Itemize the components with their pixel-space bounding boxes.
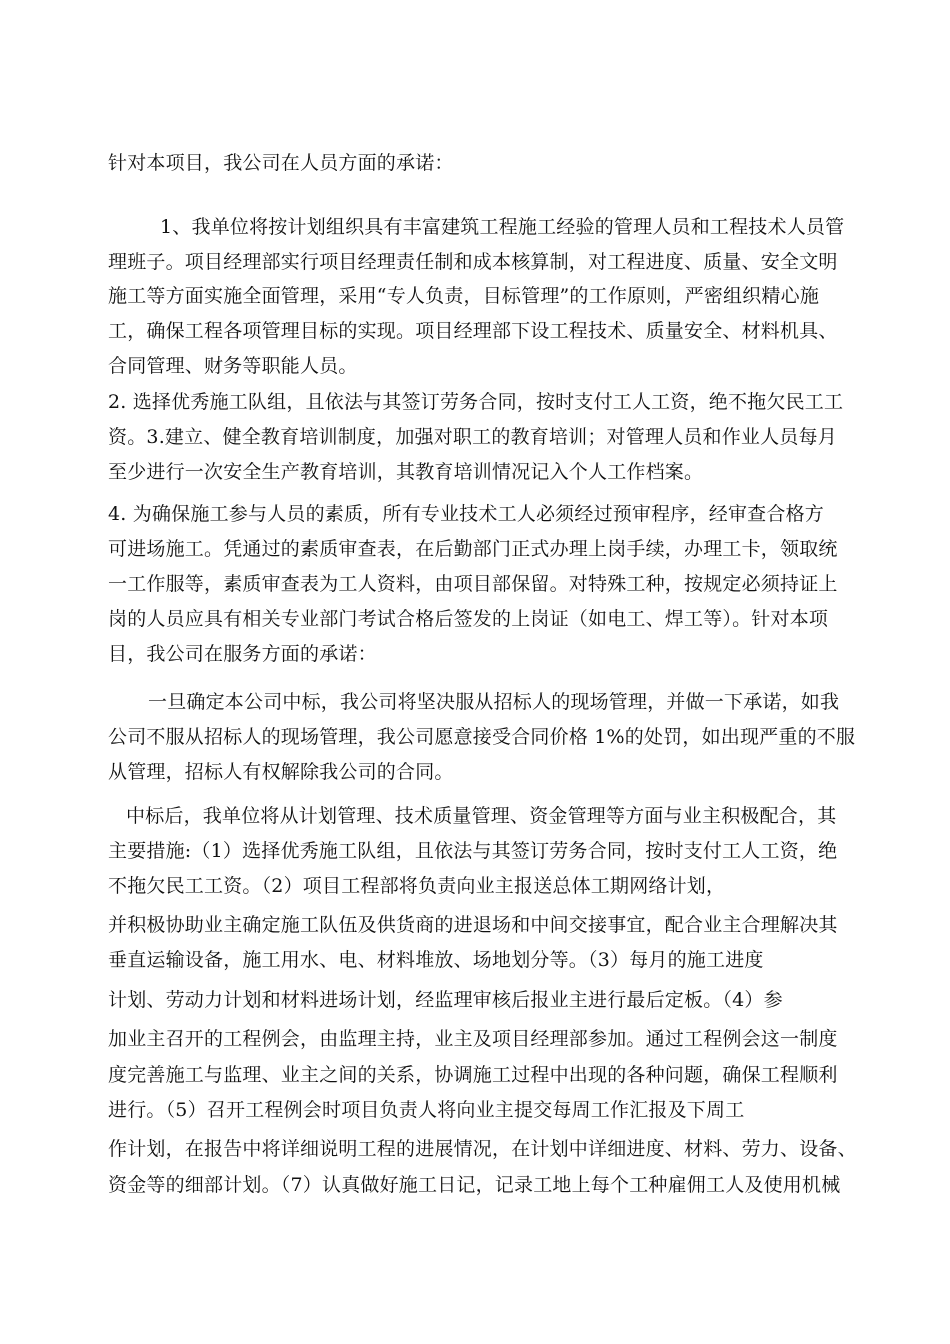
- text-line: 1、我单位将按计划组织具有丰富建筑工程施工经验的管理人员和工程技术人员管: [160, 216, 845, 238]
- text-line: 资金等的细部计划。（7）认真做好施工日记，记录工地上每个工种雇佣工人及使用机械: [108, 1174, 841, 1196]
- text-line: 工，确保工程各项管理目标的实现。项目经理部下设工程技术、质量安全、材料机具、: [108, 320, 838, 342]
- text-line: 可进场施工。凭通过的素质审查表，在后勤部门正式办理上岗手续，办理工卡，领取统: [108, 538, 838, 560]
- text-line: 一工作服等，素质审查表为工人资料，由项目部保留。对特殊工种，按规定必须持证上: [108, 573, 838, 595]
- text-line: 进行。（5）召开工程例会时项目负责人将向业主提交每周工作汇报及下周工: [108, 1099, 745, 1121]
- text-line: 理班子。项目经理部实行项目经理责任制和成本核算制，对工程进度、质量、安全文明: [108, 251, 838, 273]
- text-line: 合同管理、财务等职能人员。: [108, 355, 358, 377]
- text-line: 度完善施工与监理、业主之间的关系，协调施工过程中出现的各种问题，确保工程顺利: [108, 1064, 838, 1086]
- text-line: 一旦确定本公司中标，我公司将坚决服从招标人的现场管理，并做一下承诺，如我: [148, 691, 840, 713]
- text-line: 并积极协助业主确定施工队伍及供货商的进退场和中间交接事宜，配合业主合理解决其: [108, 914, 838, 936]
- text-line: 主要措施:（1）选择优秀施工队组，且依法与其签订劳务合同，按时支付工人工资，绝: [108, 840, 838, 862]
- text-line: 岗的人员应具有相关专业部门考试合格后签发的上岗证（如电工、焊工等）。针对本项: [108, 608, 829, 630]
- text-line: 垂直运输设备，施工用水、电、材料堆放、场地划分等。（3）每月的施工进度: [108, 949, 764, 971]
- text-line: 作计划，在报告中将详细说明工程的进展情况，在计划中详细进度、材料、劳力、设备、: [108, 1138, 857, 1160]
- text-line: 至少进行一次安全生产教育培训，其教育培训情况记入个人工作档案。: [108, 461, 704, 483]
- text-line: 公司不服从招标人的现场管理，我公司愿意接受合同价格 1%的处罚，如出现严重的不服: [108, 726, 856, 748]
- text-line: 从管理，招标人有权解除我公司的合同。: [108, 761, 454, 783]
- text-line: 2. 选择优秀施工队组，且依法与其签订劳务合同，按时支付工人工资，绝不拖欠民工工: [108, 391, 844, 413]
- text-line: 施工等方面实施全面管理，采用“专人负责，目标管理”的工作原则，严密组织精心施: [108, 285, 820, 307]
- text-line: 目，我公司在服务方面的承诺：: [108, 643, 377, 665]
- text-line: 4. 为确保施工参与人员的素质，所有专业技术工人必须经过预审程序，经审查合格方: [108, 503, 824, 525]
- text-line: 资。3.建立、健全教育培训制度，加强对职工的教育培训；对管理人员和作业人员每月: [108, 426, 837, 448]
- text-line: 针对本项目，我公司在人员方面的承诺：: [108, 152, 454, 174]
- text-line: 中标后，我单位将从计划管理、技术质量管理、资金管理等方面与业主积极配合，其: [126, 805, 837, 827]
- text-line: 加业主召开的工程例会，由监理主持，业主及项目经理部参加。通过工程例会这一制度: [108, 1028, 838, 1050]
- text-line: 不拖欠民工工资。（2）项目工程部将负责向业主报送总体工期网络计划，: [108, 875, 726, 897]
- text-line: 计划、劳动力计划和材料进场计划，经监理审核后报业主进行最后定板。（4）参: [108, 989, 783, 1011]
